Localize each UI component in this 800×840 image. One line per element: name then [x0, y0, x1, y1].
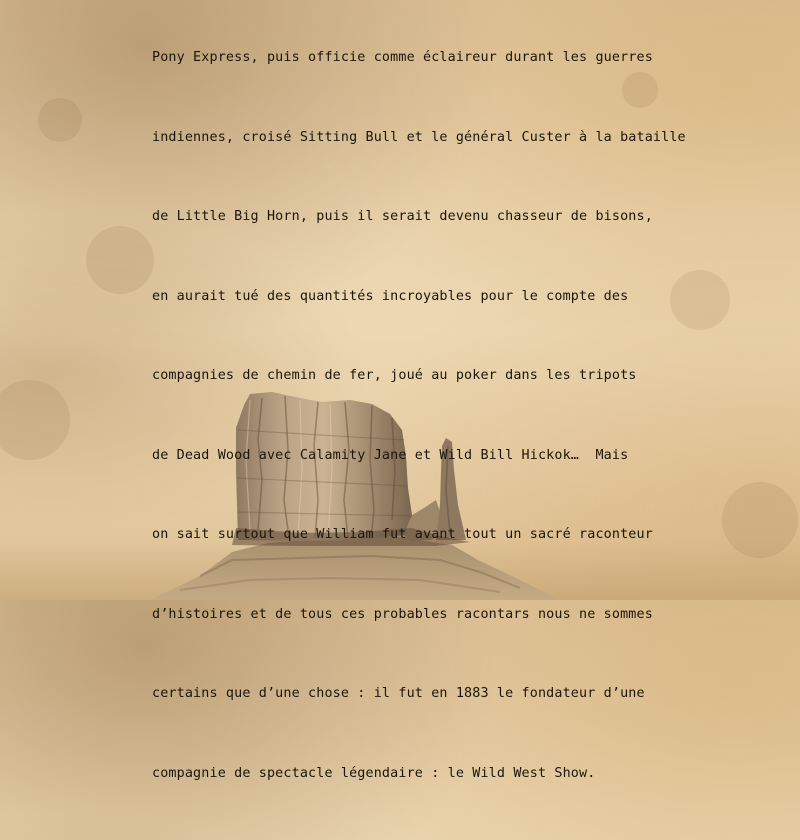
article-text — [152, 0, 686, 840]
article-line: de Little Big Horn, puis il serait devenu chasseur de bisons, — [152, 209, 653, 224]
article-line: de Dead Wood avec Calamity Jane et Wild Bill Hickok… Mais — [152, 447, 629, 463]
article-line: d’histoires et de tous ces probables racontars nous ne sommes — [152, 606, 653, 622]
article-line: compagnie de spectacle légendaire : le Wild West Show. — [152, 765, 596, 781]
article-line: compagnies de chemin de fer, joué au poker dans les tripots — [152, 368, 637, 383]
article-line: on sait surtout que William fut avant tout un sacré raconteur — [152, 527, 653, 542]
article-line: Pony Express, puis officie comme éclaireur durant les guerres — [152, 50, 653, 65]
article-line: certains que d’une chose : il fut en 1883 le fondateur d’une — [152, 686, 645, 701]
article-line: indiennes, croisé Sitting Bull et le général Custer à la bataille — [152, 129, 686, 145]
article-line: en aurait tué des quantités incroyables pour le compte des — [152, 288, 629, 304]
